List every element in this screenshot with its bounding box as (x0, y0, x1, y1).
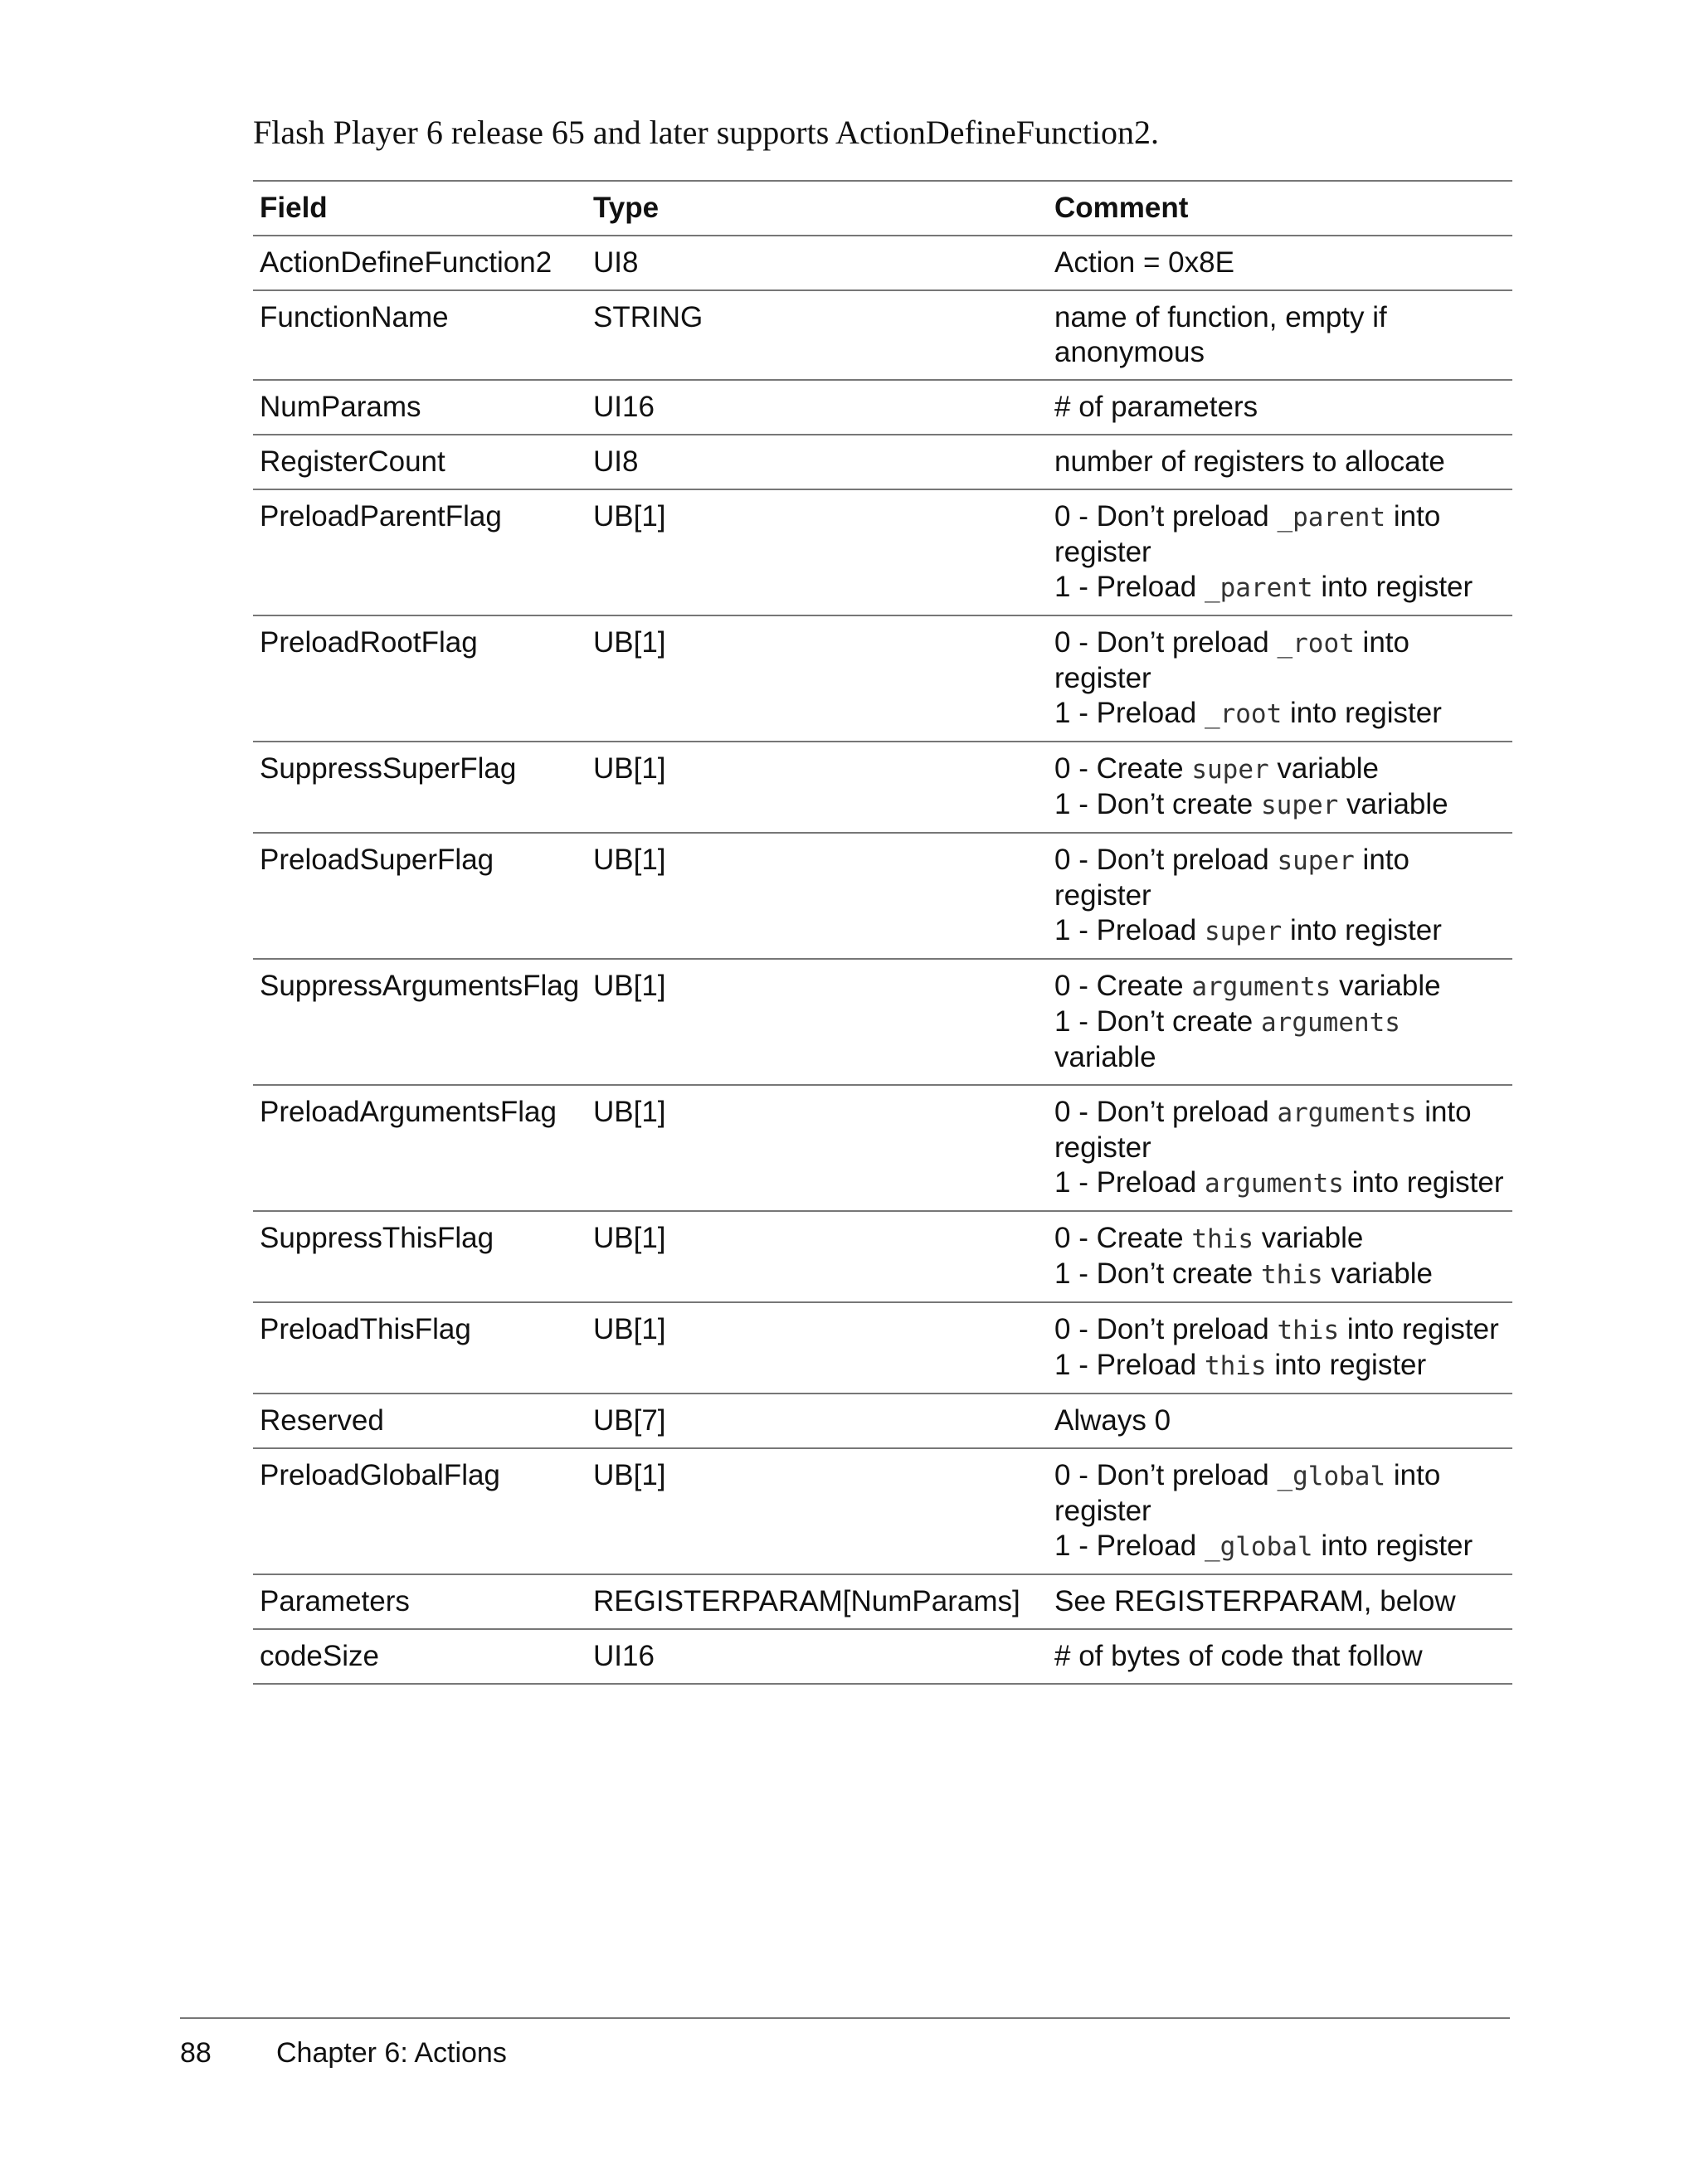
comment-line-0 (1054, 499, 1507, 570)
type-cell: UB[1] (587, 742, 1048, 833)
table-row (253, 742, 1512, 833)
comment-text: 0 - Create (1054, 752, 1192, 785)
comment-cell (1048, 833, 1512, 959)
comment-cell: Action = 0x8E (1048, 236, 1512, 290)
type-cell: UB[1] (587, 1302, 1048, 1394)
comment-text: into register (1054, 1459, 1441, 1527)
comment-text: into register (1054, 626, 1409, 694)
comment-text: into register (1343, 1166, 1504, 1199)
comment-cell (1048, 615, 1512, 742)
comment-text: 1 - Preload (1054, 1166, 1205, 1199)
code-literal: super (1191, 755, 1269, 785)
table-row (253, 380, 1512, 435)
field-cell: PreloadArgumentsFlag (253, 1085, 587, 1211)
type-cell: UI16 (587, 380, 1048, 435)
comment-text: variable (1322, 1257, 1433, 1290)
comment-line-1 (1054, 1257, 1507, 1292)
table-row (253, 615, 1512, 742)
comment-cell: # of parameters (1048, 380, 1512, 435)
comment-line-1 (1054, 787, 1507, 823)
comment-text: into register (1266, 1349, 1427, 1381)
column-header-type: Type (587, 181, 1048, 236)
intro-paragraph: Flash Player 6 release 65 and later supports ActionDefineFunction2. (253, 114, 1159, 151)
comment-cell (1048, 1085, 1512, 1211)
field-cell: SuppressArgumentsFlag (253, 959, 587, 1085)
comment-text: variable (1254, 1222, 1364, 1254)
type-cell: UB[1] (587, 1085, 1048, 1211)
table-row (253, 833, 1512, 959)
field-cell: PreloadThisFlag (253, 1302, 587, 1394)
field-cell: SuppressThisFlag (253, 1211, 587, 1302)
comment-line-1 (1054, 696, 1507, 732)
type-cell: UB[1] (587, 489, 1048, 615)
table-row (253, 290, 1512, 380)
field-cell: FunctionName (253, 290, 587, 380)
comment-cell: See REGISTERPARAM, below (1048, 1574, 1512, 1629)
comment-text: 0 - Create (1054, 1222, 1192, 1254)
field-cell: RegisterCount (253, 435, 587, 489)
field-cell: PreloadRootFlag (253, 615, 587, 742)
chapter-title: Chapter 6: Actions (276, 2037, 507, 2069)
field-cell: Reserved (253, 1394, 587, 1448)
comment-line-0 (1054, 1095, 1507, 1165)
code-literal: _parent (1277, 503, 1386, 533)
comment-text: into register (1339, 1313, 1499, 1345)
type-cell: UB[1] (587, 959, 1048, 1085)
table-row (253, 1085, 1512, 1211)
code-literal: _parent (1204, 573, 1313, 603)
table-row (253, 959, 1512, 1085)
code-literal: _global (1277, 1462, 1386, 1491)
comment-text: 1 - Preload (1054, 914, 1205, 946)
code-literal: this (1261, 1260, 1323, 1290)
code-literal: this (1204, 1351, 1267, 1381)
comment-text: 1 - Don’t create (1054, 1257, 1261, 1290)
code-literal: _root (1277, 629, 1355, 659)
comment-text: 1 - Preload (1054, 697, 1205, 729)
comment-text: into register (1312, 1530, 1473, 1562)
comment-text: variable (1268, 752, 1379, 785)
table-row (253, 1574, 1512, 1629)
comment-line-0 (1054, 1312, 1507, 1348)
comment-text: 0 - Don’t preload (1054, 844, 1278, 876)
action-define-function2-fields-table (253, 180, 1512, 1685)
column-header-field: Field (253, 181, 587, 236)
table-header-row (253, 181, 1512, 236)
comment-cell (1048, 1211, 1512, 1302)
comment-text: into register (1282, 697, 1442, 729)
code-literal: super (1204, 917, 1283, 946)
comment-line-0 (1054, 843, 1507, 913)
comment-text: into register (1054, 1096, 1472, 1164)
code-literal: super (1261, 790, 1339, 820)
comment-text: 0 - Don’t preload (1054, 1313, 1278, 1345)
comment-text: 1 - Preload (1054, 1530, 1205, 1562)
comment-line-1 (1054, 570, 1507, 606)
table-row (253, 1629, 1512, 1684)
table-row (253, 1394, 1512, 1448)
field-cell: PreloadSuperFlag (253, 833, 587, 959)
field-cell: NumParams (253, 380, 587, 435)
comment-text: 1 - Don’t create (1054, 788, 1261, 820)
comment-text: variable (1054, 1041, 1156, 1073)
comment-cell (1048, 959, 1512, 1085)
comment-cell: Always 0 (1048, 1394, 1512, 1448)
comment-text: into register (1054, 844, 1409, 912)
comment-text: 0 - Create (1054, 970, 1192, 1002)
comment-text: 0 - Don’t preload (1054, 500, 1278, 533)
comment-cell (1048, 742, 1512, 833)
code-literal: super (1277, 846, 1355, 876)
type-cell: UI8 (587, 435, 1048, 489)
comment-cell: name of function, empty if anonymous (1048, 290, 1512, 380)
field-cell: SuppressSuperFlag (253, 742, 587, 833)
comment-line-0 (1054, 1458, 1507, 1529)
comment-cell (1048, 489, 1512, 615)
comment-line-1 (1054, 1348, 1507, 1384)
type-cell: UB[1] (587, 833, 1048, 959)
comment-text: into register (1054, 500, 1441, 568)
code-literal: arguments (1261, 1008, 1400, 1038)
column-header-comment: Comment (1048, 181, 1512, 236)
comment-line-1 (1054, 1529, 1507, 1564)
table-row (253, 1211, 1512, 1302)
comment-line-0 (1054, 752, 1507, 787)
comment-text: into register (1282, 914, 1442, 946)
comment-line-1 (1054, 1004, 1507, 1075)
comment-text: variable (1338, 788, 1448, 820)
field-cell: PreloadGlobalFlag (253, 1448, 587, 1574)
comment-line-1 (1054, 913, 1507, 949)
type-cell: UI8 (587, 236, 1048, 290)
table-row (253, 236, 1512, 290)
table-row (253, 1448, 1512, 1574)
type-cell: UB[1] (587, 615, 1048, 742)
comment-line-0 (1054, 1221, 1507, 1257)
field-cell: codeSize (253, 1629, 587, 1684)
table-row (253, 489, 1512, 615)
table-row (253, 1302, 1512, 1394)
comment-text: 0 - Don’t preload (1054, 1459, 1278, 1491)
code-literal: this (1277, 1316, 1340, 1345)
code-literal: _global (1204, 1532, 1313, 1562)
comment-text: 1 - Preload (1054, 1349, 1205, 1381)
type-cell: STRING (587, 290, 1048, 380)
footer-divider (180, 2017, 1510, 2019)
comment-text: 0 - Don’t preload (1054, 626, 1278, 659)
table-row (253, 435, 1512, 489)
field-cell: PreloadParentFlag (253, 489, 587, 615)
comment-text: 0 - Don’t preload (1054, 1096, 1278, 1128)
comment-cell (1048, 1302, 1512, 1394)
comment-line-1 (1054, 1165, 1507, 1201)
comment-cell: number of registers to allocate (1048, 435, 1512, 489)
field-cell: Parameters (253, 1574, 587, 1629)
comment-text: variable (1331, 970, 1441, 1002)
type-cell: UI16 (587, 1629, 1048, 1684)
type-cell: UB[1] (587, 1448, 1048, 1574)
code-literal: this (1191, 1224, 1254, 1254)
comment-text: into register (1312, 571, 1473, 603)
comment-line-0 (1054, 969, 1507, 1004)
type-cell: UB[1] (587, 1211, 1048, 1302)
comment-cell: # of bytes of code that follow (1048, 1629, 1512, 1684)
code-literal: arguments (1277, 1098, 1417, 1128)
type-cell: REGISTERPARAM[NumParams] (587, 1574, 1048, 1629)
field-cell: ActionDefineFunction2 (253, 236, 587, 290)
comment-cell (1048, 1448, 1512, 1574)
code-literal: arguments (1204, 1169, 1344, 1199)
type-cell: UB[7] (587, 1394, 1048, 1448)
comment-text: 1 - Don’t create (1054, 1005, 1261, 1038)
comment-text: 1 - Preload (1054, 571, 1205, 603)
page-number: 88 (180, 2037, 212, 2069)
code-literal: arguments (1191, 972, 1331, 1002)
comment-line-0 (1054, 625, 1507, 696)
code-literal: _root (1204, 699, 1283, 729)
